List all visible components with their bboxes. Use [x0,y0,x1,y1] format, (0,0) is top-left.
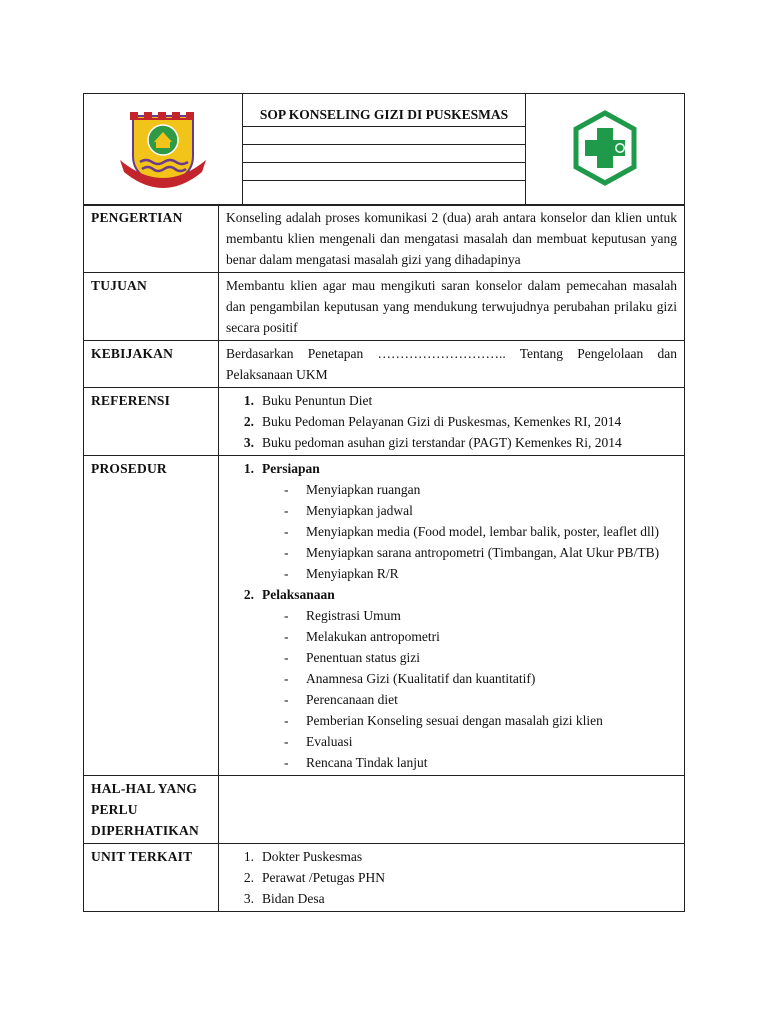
list-item [226,390,677,411]
list-item: - Menyiapkan R/R [226,563,677,584]
text-pengertian: Konseling adalah proses komunikasi 2 (dua) arah antara konselor dan klien untuk membantu klien mengenali dan mengatasi masalah dan membuat keputusan yang benar dalam mengatasi masalah gizi yang dihadapinya [219,205,685,273]
list-text: Menyiapkan R/R [306,566,399,581]
text-tujuan: Membantu klien agar mau mengikuti saran konselor dalam pemecahan masalah dan pengambilan keputusan yang mendukung terwujudnya perubahan prilaku gizi secara positif [219,273,685,341]
label-referensi: REFERENSI [84,388,219,456]
unit-terkait-list [219,844,685,912]
list-text: Pemberian Konseling sesuai dengan masalah gizi klien [306,713,603,728]
label-kebijakan: KEBIJAKAN [84,341,219,388]
list-text: Buku Pedoman Pelayanan Gizi di Puskesmas, Kemenkes RI, 2014 [262,414,622,429]
label-tujuan: TUJUAN [84,273,219,341]
kemenkes-cross-icon [570,110,640,186]
label-hal-hal: HAL-HAL YANG PERLU DIPERHATIKAN [84,776,219,844]
list-item: - Pemberian Konseling sesuai dengan masalah gizi klien [226,710,677,731]
title-cell [243,94,526,206]
list-item [226,846,677,867]
list-number: 2. [243,870,254,885]
list-number: 1. [243,393,254,408]
regional-crest-icon [118,108,208,188]
text-hal-hal [219,776,685,844]
list-number: 2. [243,414,254,429]
label-pengertian: PENGERTIAN [84,205,219,273]
list-number: 3. [243,891,254,906]
prosedur-section-heading [226,584,677,605]
row-tujuan [84,273,685,341]
section-number: 2. [243,587,254,602]
row-prosedur [84,456,685,776]
list-item: - Menyiapkan ruangan [226,479,677,500]
list-text: Dokter Puskesmas [262,849,363,864]
list-text: Penentuan status gizi [306,650,420,665]
list-text: Menyiapkan jadwal [306,503,413,518]
title-subrow-2 [243,144,525,162]
list-item: - Rencana Tindak lanjut [226,752,677,773]
list-item: - Melakukan antropometri [226,626,677,647]
list-item [226,888,677,909]
row-pengertian [84,205,685,273]
label-prosedur: PROSEDUR [84,456,219,776]
title-subrow-3 [243,162,525,180]
list-item: - Evaluasi [226,731,677,752]
section-title: Pelaksanaan [262,587,335,602]
row-unit-terkait [84,844,685,912]
list-text: Evaluasi [306,734,353,749]
title-subrow-1 [243,126,525,144]
list-text: Melakukan antropometri [306,629,440,644]
sop-body-table [83,204,685,912]
list-text: Anamnesa Gizi (Kualitatif dan kuantitatif) [306,671,536,686]
list-item [226,411,677,432]
list-text: Buku pedoman asuhan gizi terstandar (PAGT) Kemenkes Ri, 2014 [262,435,622,450]
list-text: Registrasi Umum [306,608,401,623]
prosedur-section-heading [226,458,677,479]
sop-header [83,93,685,206]
label-unit-terkait: UNIT TERKAIT [84,844,219,912]
list-item [226,867,677,888]
list-item: - Perencanaan diet [226,689,677,710]
regional-logo-cell [84,94,243,206]
row-referensi [84,388,685,456]
list-text: Menyiapkan media (Food model, lembar balik, poster, leaflet dll) [306,524,659,539]
list-item: - Menyiapkan sarana antropometri (Timbangan, Alat Ukur PB/TB) [226,542,677,563]
list-text: Buku Penuntun Diet [262,393,373,408]
list-text: Bidan Desa [262,891,325,906]
sop-title: SOP KONSELING GIZI DI PUSKESMAS [259,106,509,122]
section-title: Persiapan [262,461,320,476]
list-number: 3. [243,435,254,450]
list-item: - Penentuan status gizi [226,647,677,668]
list-number: 1. [243,849,254,864]
referensi-list [219,388,685,456]
list-text: Rencana Tindak lanjut [306,755,428,770]
list-item: - Menyiapkan media (Food model, lembar balik, poster, leaflet dll) [226,521,677,542]
list-text: Perencanaan diet [306,692,398,707]
row-kebijakan [84,341,685,388]
list-text: Menyiapkan sarana antropometri (Timbangan, Alat Ukur PB/TB) [306,545,660,560]
prosedur-content [219,456,685,776]
section-number: 1. [243,461,254,476]
list-text: Perawat /Petugas PHN [262,870,385,885]
text-kebijakan: Berdasarkan Penetapan ……………………….. Tentang Pengelolaan dan Pelaksanaan UKM [219,341,685,388]
row-hal-hal [84,776,685,844]
list-item: - Registrasi Umum [226,605,677,626]
list-item: - Anamnesa Gizi (Kualitatif dan kuantitatif) [226,668,677,689]
list-item [226,432,677,453]
title-subrow-4 [243,180,525,198]
list-text: Menyiapkan ruangan [306,482,421,497]
list-item: - Menyiapkan jadwal [226,500,677,521]
kemenkes-logo-cell [526,94,685,206]
